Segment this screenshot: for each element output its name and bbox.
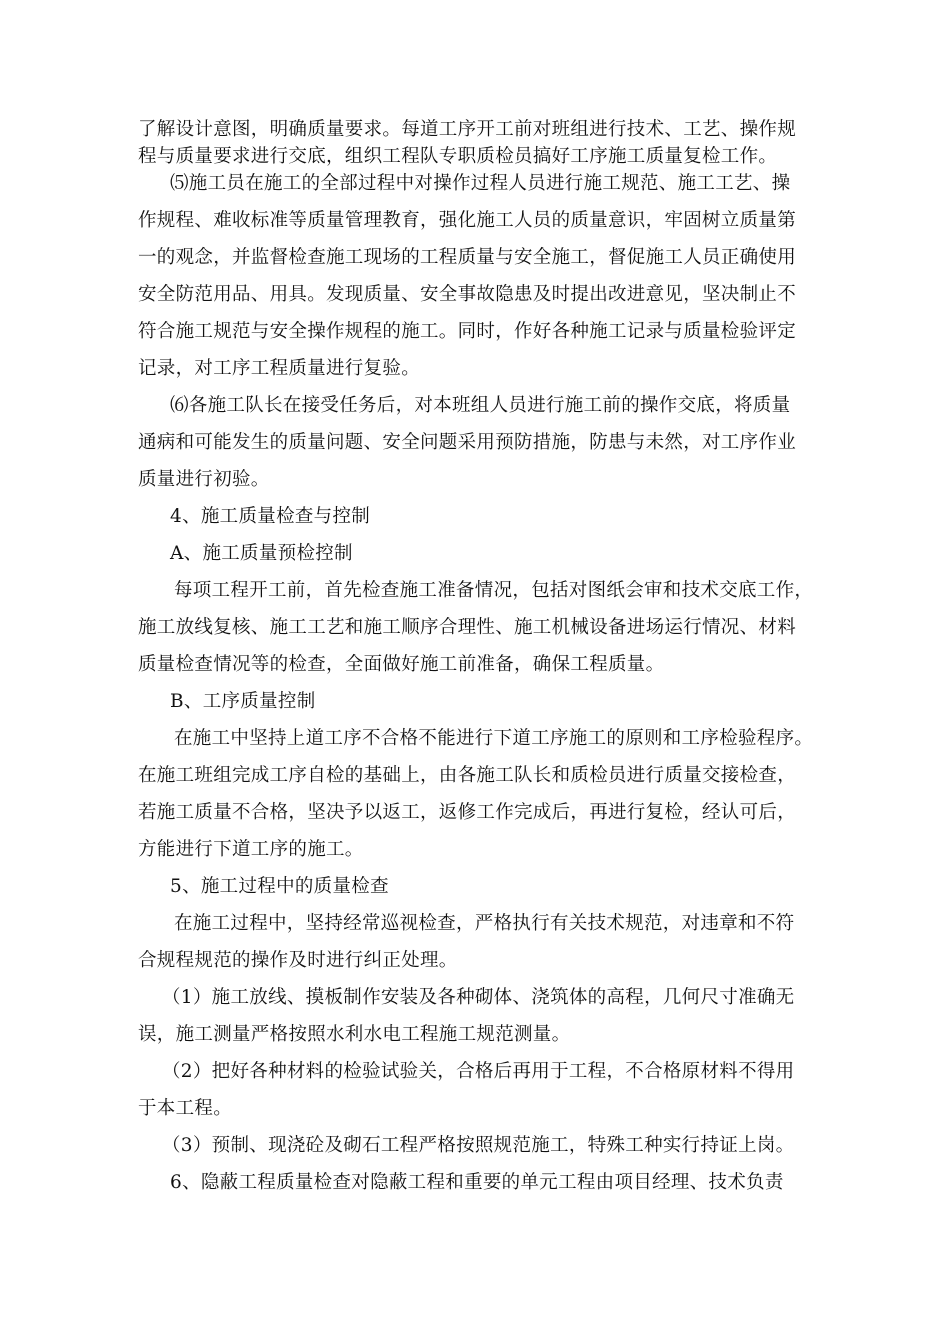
text-line: ⑸施工员在施工的全部过程中对操作过程人员进行施工规范、施工工艺、操 [170,173,791,194]
text-line: 若施工质量不合格，坚决予以返工，返修工作完成后，再进行复检，经认可后， [138,802,797,823]
text-line: B、工序质量控制 [170,691,316,712]
text-line: 质量进行初验。 [138,469,270,490]
text-line: 施工放线复核、施工工艺和施工顺序合理性、施工机械设备进场运行情况、材料 [138,617,797,638]
text-line: 误，施工测量严格按照水利水电工程施工规范测量。 [138,1024,571,1045]
paragraph-pre-inspection [138,577,828,688]
text-line: （2）把好各种材料的检验试验关，合格后再用于工程，不合格原材料不得用 [162,1061,795,1082]
text-line: 4、施工质量检查与控制 [170,506,371,527]
heading-quality-inspection-control [170,503,860,540]
paragraph-item-6 [138,392,828,503]
heading-process-quality-control [170,688,860,725]
text-line: 符合施工规范与安全操作规程的施工。同时，作好各种施工记录与质量检验评定 [138,321,797,342]
text-line: 在施工中坚持上道工序不合格不能进行下道工序施工的原则和工序检验程序。 [174,728,814,749]
text-line: 一的观念，并监督检查施工现场的工程质量与安全施工，督促施工人员正确使用 [138,247,797,268]
text-line: （3）预制、现浇砼及砌石工程严格按照规范施工，特殊工种实行持证上岗。 [162,1135,795,1156]
text-line: 作规程、难收标准等质量管理教育，强化施工人员的质量意识，牢固树立质量第 [138,210,797,231]
heading-concealed-works-check [170,1169,860,1206]
text-line: A、施工质量预检控制 [170,543,353,564]
paragraph-item-5 [138,170,828,392]
text-line: 5、施工过程中的质量检查 [170,876,389,897]
text-line: ⑹各施工队长在接受任务后，对本班组人员进行施工前的操作交底，将质量 [170,395,791,416]
text-line: 于本工程。 [138,1098,233,1119]
paragraph-item-2 [138,1058,828,1132]
text-line: 方能进行下道工序的施工。 [138,839,364,860]
paragraph-intro [138,116,828,170]
text-line: 记录，对工序工程质量进行复验。 [138,358,421,379]
text-line: 通病和可能发生的质量问题、安全问题采用预防措施，防患与未然，对工序作业 [138,432,797,453]
text-line: （1）施工放线、摸板制作安装及各种砌体、浇筑体的高程，几何尺寸准确无 [162,987,795,1008]
paragraph-item-3 [138,1132,828,1169]
text-line: 安全防范用品、用具。发现质量、安全事故隐患及时提出改进意见，坚决制止不 [138,284,797,305]
text-line: 在施工班组完成工序自检的基础上，由各施工队长和质检员进行质量交接检查， [138,765,797,786]
text-line: 每项工程开工前，首先检查施工准备情况，包括对图纸会审和技术交底工作， [174,580,814,601]
paragraph-process-quality [138,725,828,873]
heading-construction-quality-check [170,873,860,910]
text-line: 了解设计意图，明确质量要求。每道工序开工前对班组进行技术、工艺、操作规 [138,119,797,140]
heading-pre-inspection-control [170,540,860,577]
text-line: 在施工过程中，坚持经常巡视检查，严格执行有关技术规范，对违章和不符 [174,913,795,934]
paragraph-item-1 [138,984,828,1058]
text-line: 6、隐蔽工程质量检查对隐蔽工程和重要的单元工程由项目经理、技术负责 [170,1172,784,1193]
text-line: 程与质量要求进行交底，组织工程队专职质检员搞好工序施工质量复检工作。 [138,146,778,167]
text-line: 质量检查情况等的检查，全面做好施工前准备，确保工程质量。 [138,654,665,675]
paragraph-construction-check [138,910,828,984]
text-line: 合规程规范的操作及时进行纠正处理。 [138,950,458,971]
